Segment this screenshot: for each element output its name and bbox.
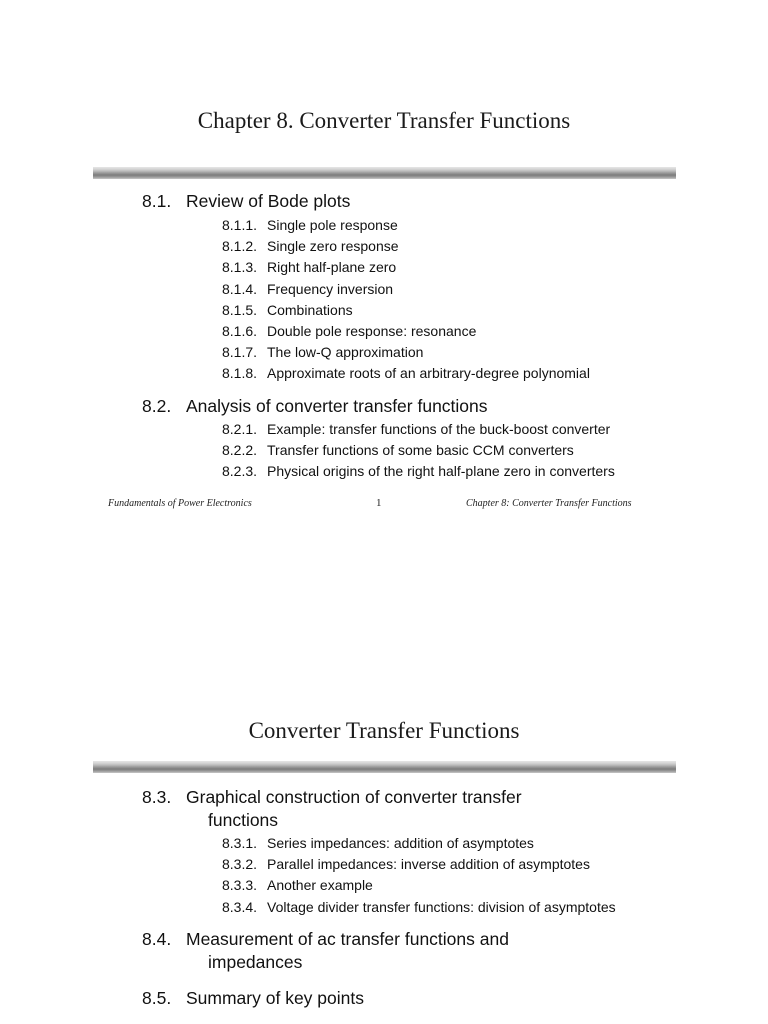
footer-book-title: Fundamentals of Power Electronics (108, 498, 252, 509)
item-label: Physical origins of the right half-plane zero in converters (267, 463, 615, 480)
item-label: Transfer functions of some basic CCM converters (267, 442, 574, 459)
item-label: Single zero response (267, 238, 399, 255)
list-item (222, 897, 616, 918)
section-number: 8.2. (142, 396, 172, 416)
page-number: 1 (376, 497, 382, 509)
item-number: 8.1.8. (222, 365, 258, 382)
section-number: 8.1. (142, 191, 172, 211)
item-number: 8.2.3. (222, 463, 258, 480)
section-label-continuation: functions (208, 810, 279, 830)
list-item (222, 363, 590, 384)
item-label: Right half-plane zero (267, 259, 397, 276)
list-item (222, 321, 590, 342)
item-number: 8.1.3. (222, 259, 258, 276)
title-rule (93, 761, 676, 773)
item-label: Single pole response (267, 217, 398, 233)
item-number: 8.1.7. (222, 344, 258, 361)
section-number: 8.4. (142, 929, 172, 949)
section-heading-8-5 (142, 987, 364, 1010)
item-number: 8.1.1. (222, 217, 258, 233)
subsection-list-8-2 (222, 419, 615, 483)
item-number: 8.1.6. (222, 322, 258, 339)
list-item (222, 833, 616, 854)
item-number: 8.3.4. (222, 898, 258, 915)
list-item (222, 440, 615, 461)
item-label: Another example (267, 877, 373, 894)
footer-chapter-title: Chapter 8: Converter Transfer Functions (466, 498, 632, 509)
subsection-list-8-3 (222, 833, 616, 918)
item-number: 8.1.5. (222, 301, 258, 318)
section-label: Graphical construction of converter transfer (186, 787, 522, 807)
section-number: 8.3. (142, 787, 172, 807)
title-rule (93, 167, 676, 179)
item-label: Frequency inversion (267, 280, 394, 297)
section-label: Review of Bode plots (186, 191, 351, 211)
slide-title: Converter Transfer Functions (248, 718, 520, 743)
item-number: 8.1.4. (222, 280, 258, 297)
item-label: Double pole response: resonance (267, 322, 477, 339)
list-item (222, 215, 590, 236)
slide-2 (0, 512, 768, 1024)
section-label-continuation: impedances (208, 952, 303, 972)
section-heading-8-1 (142, 190, 350, 213)
chapter-title: Chapter 8. Converter Transfer Functions (197, 108, 571, 133)
item-label: Example: transfer functions of the buck-boost converter (267, 421, 611, 437)
item-label: Approximate roots of an arbitrary-degree polynomial (267, 365, 590, 382)
item-label: Parallel impedances: inverse addition of asymptotes (267, 856, 590, 873)
list-item (222, 461, 615, 482)
list-item (222, 854, 616, 875)
subsection-list-8-1 (222, 215, 590, 385)
list-item (222, 257, 590, 278)
item-number: 8.3.2. (222, 856, 258, 873)
section-label: Summary of key points (186, 988, 364, 1008)
list-item (222, 419, 615, 440)
section-heading-8-2 (142, 395, 488, 418)
section-heading-8-4 (142, 928, 509, 974)
list-item (222, 300, 590, 321)
section-heading-8-3 (142, 786, 522, 832)
item-number: 8.3.3. (222, 877, 258, 894)
list-item (222, 875, 616, 896)
list-item (222, 279, 590, 300)
item-number: 8.2.1. (222, 421, 258, 437)
item-number: 8.3.1. (222, 835, 258, 851)
section-label: Measurement of ac transfer functions and (186, 929, 509, 949)
list-item (222, 236, 590, 257)
section-number: 8.5. (142, 988, 172, 1008)
item-label: Series impedances: addition of asymptotes (267, 835, 534, 851)
item-label: Voltage divider transfer functions: division of asymptotes (267, 898, 616, 915)
item-number: 8.1.2. (222, 238, 258, 255)
item-label: The low-Q approximation (267, 344, 424, 361)
item-label: Combinations (267, 301, 353, 318)
section-label: Analysis of converter transfer functions (186, 396, 488, 416)
item-number: 8.2.2. (222, 442, 258, 459)
list-item (222, 342, 590, 363)
